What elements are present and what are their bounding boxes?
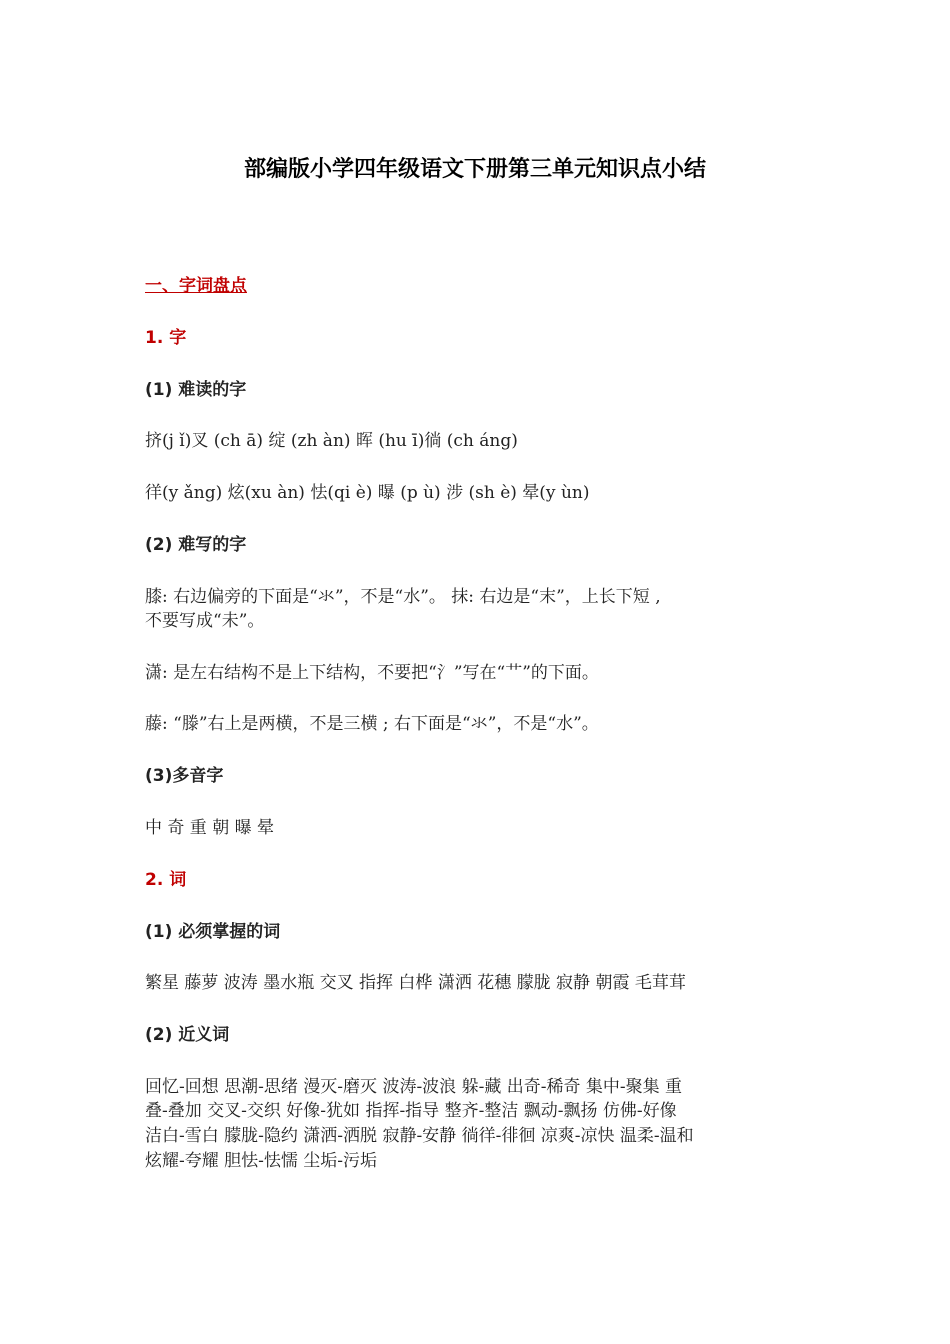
heading-synonyms: (2) 近义词 (145, 1025, 230, 1045)
text-write-line-2: 潇: 是左右结构不是上下结构，不要把“氵”写在“艹”的下面。 (145, 663, 599, 683)
section-heading-word-review: 一、字词盘点 (145, 276, 247, 296)
subsection-heading-characters: 1. 字 (145, 328, 187, 348)
heading-difficult-to-write: (2) 难写的字 (145, 535, 247, 555)
subsection-heading-words: 2. 词 (145, 870, 187, 890)
text-synonyms-line-3: 洁白-雪白 朦胧-隐约 潇洒-洒脱 寂静-安静 徜徉-徘徊 凉爽-凉快 温柔-温和 (145, 1126, 694, 1146)
text-read-line-2: 徉(y ǎng) 炫(xu àn) 怯(qi è) 曝 (p ù) 涉 (sh è) 晕(y ùn) (145, 483, 590, 503)
heading-must-master-words: (1) 必须掌握的词 (145, 922, 281, 942)
text-polyphones: 中 奇 重 朝 曝 晕 (145, 818, 275, 838)
text-write-line-3: 藤: “滕”右上是两横，不是三横 ; 右下面是“氺”，不是“水”。 (145, 714, 599, 734)
text-synonyms-line-2: 叠-叠加 交叉-交织 好像-犹如 指挥-指导 整齐-整洁 飘动-飘扬 仿佛-好像 (145, 1101, 677, 1121)
page-title: 部编版小学四年级语文下册第三单元知识点小结 (243, 157, 706, 182)
text-write-line-1a: 膝: 右边偏旁的下面是“氺”，不是“水”。 抹: 右边是“末”，上长下短 , (145, 587, 661, 607)
text-write-line-1b: 不要写成“未”。 (145, 611, 265, 631)
heading-polyphones: (3)多音字 (145, 766, 224, 786)
heading-difficult-to-read: (1) 难读的字 (145, 380, 247, 400)
text-synonyms-line-1: 回忆-回想 思潮-思绪 漫灭-磨灭 波涛-波浪 躲-藏 出奇-稀奇 集中-聚集 重 (145, 1077, 683, 1097)
text-read-line-1: 挤(j ǐ)叉 (ch ā) 绽 (zh àn) 晖 (hu ī)徜 (ch áng) (145, 431, 518, 451)
text-must-master-words: 繁星 藤萝 波涛 墨水瓶 交叉 指挥 白桦 潇洒 花穗 朦胧 寂静 朝霞 毛茸茸 (145, 973, 686, 993)
text-synonyms-line-4: 炫耀-夸耀 胆怯-怯懦 尘垢-污垢 (145, 1151, 378, 1171)
